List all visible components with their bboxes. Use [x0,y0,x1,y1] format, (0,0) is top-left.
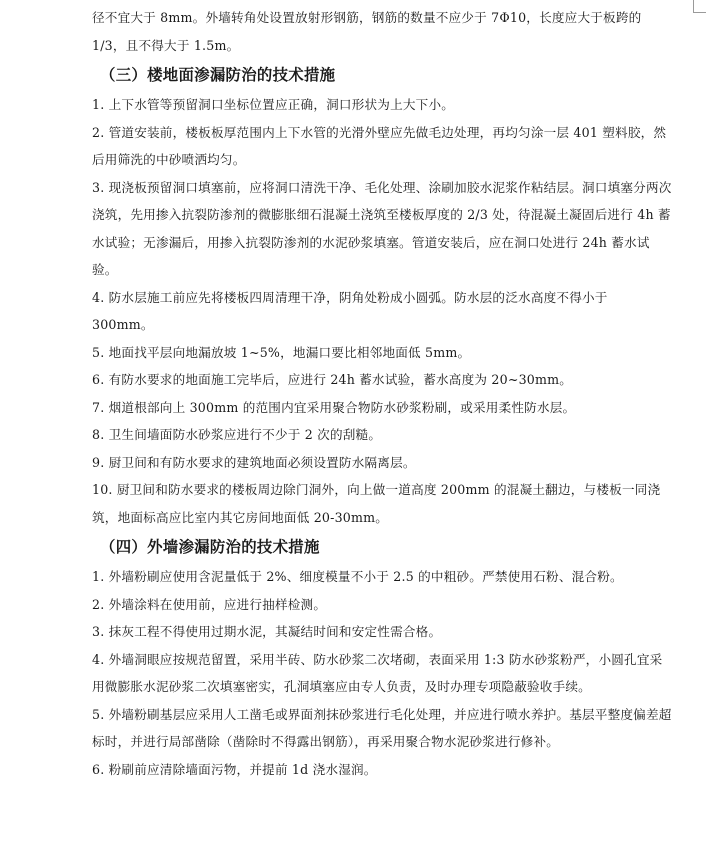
document-body [92,4,672,783]
list-item: 2. 外墙涂料在使用前，应进行抽样检测。 [92,596,327,612]
section-heading-exterior-wall-leakage: （四）外墙渗漏防治的技术措施 [100,538,320,556]
list-item: 7. 烟道根部向上 300mm 的范围内宜采用聚合物防水砂浆粉刷，或采用柔性防水层。 [92,399,576,415]
list-item: 4. 防水层施工前应先将楼板四周清理干净，阴角处粉成小圆弧。防水层的泛水高度不得小于 300mm。 [92,289,608,332]
intro-paragraph: 径不宜大于 8mm。外墙转角处设置放射形钢筋，钢筋的数量不应少于 7Φ10，长度应大于板跨的 1/3，且不得大于 1.5m。 [92,10,642,53]
list-item: 10. 厨卫间和防水要求的楼板周边除门洞外，向上做一道高度 200mm 的混凝土翻边，与楼板一同浇筑，地面标高应比室内其它房间地面低 20-30mm。 [92,482,661,525]
list-item: 1. 上下水管等预留洞口坐标位置应正确，洞口形状为上大下小。 [92,97,455,112]
list-item: 6. 有防水要求的地面施工完毕后，应进行 24h 蓄水试验，蓄水高度为 20~30mm。 [92,372,573,387]
page-corner-mark [693,0,706,13]
list-item: 8. 卫生间墙面防水砂浆应进行不少于 2 次的刮糙。 [92,427,382,442]
list-item: 5. 地面找平层向地漏放坡 1~5%，地漏口要比相邻地面低 5mm。 [92,344,471,360]
list-item: 1. 外墙粉刷应使用含泥量低于 2%、细度模量不小于 2.5 的中粗砂。严禁使用石粉、混合粉。 [92,569,623,584]
list-item: 5. 外墙粉刷基层应采用人工凿毛或界面剂抹砂浆进行毛化处理，并应进行喷水养护。基层平整度偏差超标时，并进行局部凿除（凿除时不得露出钢筋），再采用聚合物水泥砂浆进行修补。 [92,706,672,749]
list-item: 2. 管道安装前，楼板板厚范围内上下水管的光滑外壁应先做毛边处理，再均匀涂一层 401 塑料胶，然后用筛洗的中砂喷洒均匀。 [92,124,667,167]
list-item: 9. 厨卫间和有防水要求的建筑地面必须设置防水隔离层。 [92,454,416,470]
list-item: 3. 现浇板预留洞口填塞前，应将洞口清洗干净、毛化处理、涂刷加胶水泥浆作粘结层。洞口填塞分两次浇筑，先用掺入抗裂防渗剂的微膨胀细石混凝土浇筑至楼板厚度的 2/3 处，待混凝土凝固后进行 4h 蓄水试验；无渗漏后，用掺入抗裂防渗剂的水泥砂浆填塞。管道安装后，应在洞口处进行 24h 蓄水试验。 [92,179,672,277]
section-heading-floor-leakage: （三）楼地面渗漏防治的技术措施 [100,66,336,84]
list-item: 3. 抹灰工程不得使用过期水泥，其凝结时间和安定性需合格。 [92,624,442,639]
list-item: 4. 外墙洞眼应按规范留置，采用半砖、防水砂浆二次堵砌，表面采用 1:3 防水砂浆粉严，小圆孔宜采用微膨胀水泥砂浆二次填塞密实，孔洞填塞应由专人负责，及时办理专项隐蔽验收手续。 [92,651,663,694]
list-item: 6. 粉刷前应清除墙面污物，并提前 1d 浇水湿润。 [92,761,377,777]
